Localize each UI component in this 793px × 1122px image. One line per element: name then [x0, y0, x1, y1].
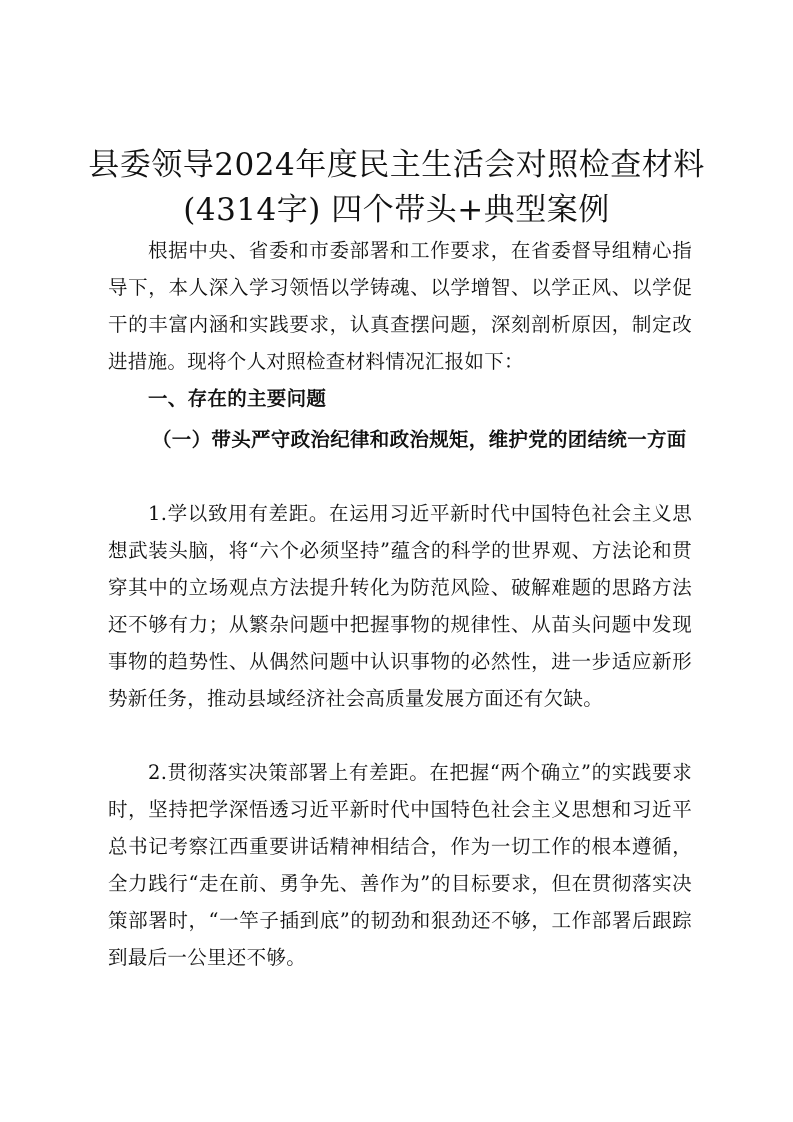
document-title-line1: 县委领导2024年度民主生活会对照检查材料: [88, 147, 705, 183]
intro-paragraph: 根据中央、省委和市委部署和工作要求，在省委督导组精心指导下，本人深入学习领悟以学铸魂、以学增智、以学正风、以学促干的丰富内涵和实践要求，认真查摆问题，深刻剖析原因，制定改进措施。现将个人对照检查材料情况汇报如下：: [108, 239, 692, 373]
body-paragraph-2: 2.贯彻落实决策部署上有差距。在把握“两个确立”的实践要求时，坚持把学深悟透习近平新时代中国特色社会主义思想和习近平总书记考察江西重要讲话精神相结合，作为一切工作的根本遵循，全力践行“走在前、勇争先、善作为”的目标要求，但在贯彻落实决策部署时，“一竿子插到底”的韧劲和狠劲还不够，工作部署后跟踪到最后一公里还不够。: [108, 761, 692, 969]
body-paragraph-1: 1.学以致用有差距。在运用习近平新时代中国特色社会主义思想武装头脑，将“六个必须坚持”蕴含的科学的世界观、方法论和贯穿其中的立场观点方法提升转化为防范风险、破解难题的思路方法还不够有力；从繁杂问题中把握事物的规律性、从苗头问题中发现事物的趋势性、从偶然问题中认识事物的必然性，进一步适应新形势新任务，推动县域经济社会高质量发展方面还有欠缺。: [108, 502, 692, 710]
subsection-heading: （一）带头严守政治纪律和政治规矩，维护党的团结统一方面: [152, 428, 687, 451]
document-title-line2: (4314字) 四个带头+典型案例: [183, 192, 610, 228]
section-heading: 一、存在的主要问题: [148, 387, 327, 410]
